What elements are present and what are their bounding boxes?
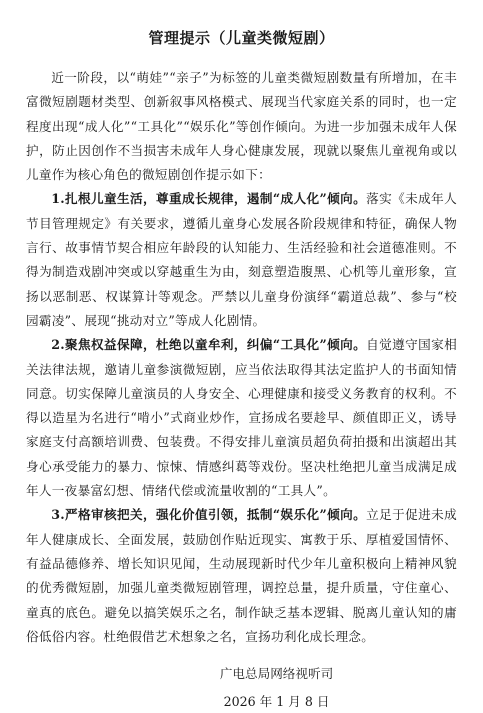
section-3-heading: 3.严格审核把关，强化价值引领，抵制“娱乐化”倾向。: [51, 507, 367, 523]
section-1-body: 落实《未成年人节目管理规定》有关要求，遵循儿童身心发展各阶段规律和特征，确保人物言行、故事情节契合相应年龄段的认知能力、生活经验和社会道德准则。不得为制造戏剧冲突或以穿越重生为由，刻意塑造腹黑、心机等儿童形象，宣扬以恶制恶、权谋算计等观念。严禁以儿童身份演绎“霸道总裁”、参与“校园霸凌”、展现“挑动对立”等成人化剧情。: [26, 191, 458, 328]
intro-paragraph: 近一阶段，以“萌娃”“亲子”为标签的儿童类微短剧数量有所增加，在丰富微短剧题材类型、创新叙事风格模式、展现当代家庭关系的同时，也一定程度出现“成人化”“工具化”“娱乐化”等创作倾向。为进一步加强未成年人保护，防止因创作不当损害未成年人身心健康发展，现就以聚焦儿童视角或以儿童作为核心角色的微短剧创作提示如下：: [26, 70, 457, 183]
issue-date: 2026 年 1 月 8 日: [223, 694, 330, 710]
section-3-body: 立足于促进未成年人健康成长、全面发展，鼓励创作贴近现实、寓教于乐、厚植爱国情怀、有益品德修养、增长知识见闻，生动展现新时代少年儿童积极向上精神风貌的优秀微短剧，加强儿童类微短剧管理，调控总量，提升质量，守住童心、童真的底色。避免以搞笑娱乐之名，制作缺乏基本逻辑、脱离儿童认知的庸俗低俗内容。杜绝假借艺术想象之名，宣扬功利化成长理念。: [26, 507, 458, 644]
section-2-heading: 2.聚焦权益保障，杜绝以童牟利，纠偏“工具化”倾向。: [51, 337, 367, 353]
section-1-heading: 1.扎根儿童生活，尊重成长规律，遏制“成人化”倾向。: [51, 191, 367, 207]
section-2: [26, 333, 457, 503]
section-2-body: 自觉遵守国家相关法律法规，邀请儿童参演微短剧，应当依法取得其法定监护人的书面知情同意。切实保障儿童演员的人身安全、心理健康和接受义务教育的权利。不得以造星为名进行“啃小”式商业炒作，宣扬成名要趁早、颜值即正义，诱导家庭支付高额培训费、包装费。不得安排儿童演员超负荷拍摄和出演超出其身心承受能力的暴力、惊悚、情感纠葛等戏份。坚决杜绝把儿童当成满足成年人一夜暴富幻想、情绪代偿或流量收割的“工具人”。: [26, 337, 458, 499]
section-1: [26, 187, 457, 333]
section-3: [26, 503, 457, 649]
document-title: 管理提示（儿童类微短剧）: [148, 29, 335, 47]
signature-block: [26, 663, 457, 713]
issuer: 广电总局网络视听司: [219, 666, 334, 682]
